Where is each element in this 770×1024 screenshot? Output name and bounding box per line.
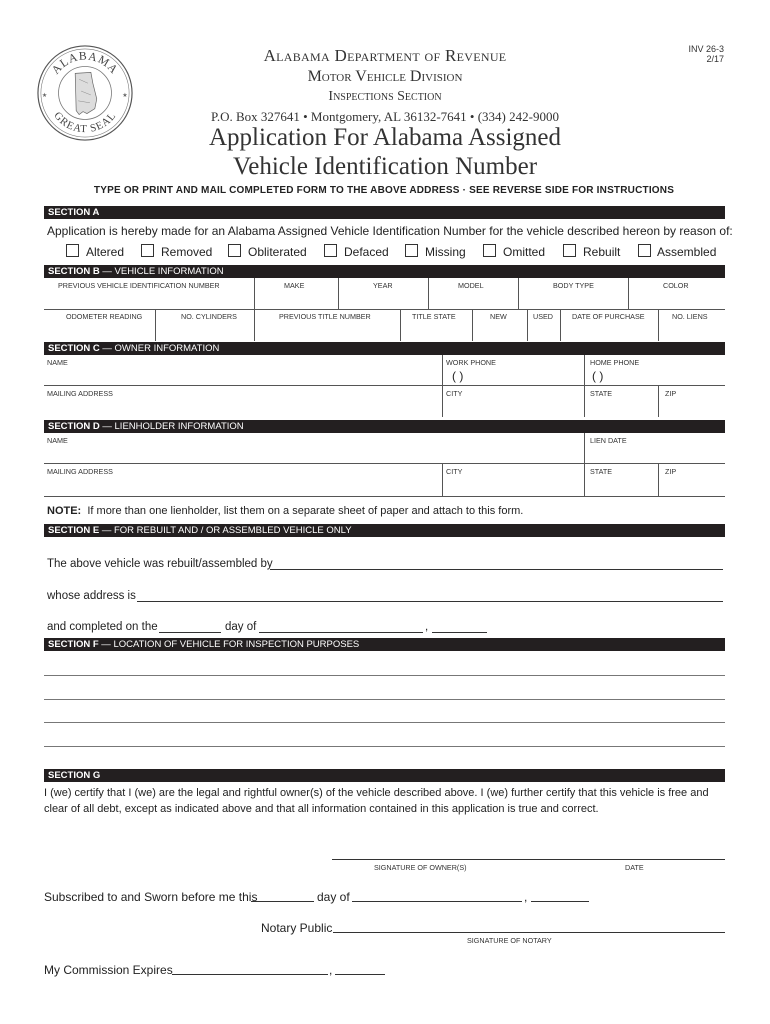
cell-divider [658,385,659,417]
completed-day-of-label: day of [225,621,257,633]
owner-home-phone-field[interactable]: HOME PHONE [590,358,640,367]
builder-address-field[interactable] [137,601,723,602]
signature-date-label: DATE [625,863,644,872]
odometer-field[interactable]: ODOMETER READING [66,312,143,321]
section-e-header: SECTION E — FOR REBUILT AND / OR ASSEMBLED VEHICLE ONLY [44,524,725,537]
lienholder-state-field[interactable]: STATE [590,467,613,476]
model-field[interactable]: MODEL [458,281,484,290]
cell-divider [658,463,659,496]
owner-name-field[interactable]: NAME [47,358,68,367]
cell-divider [442,463,443,496]
checkbox-omitted[interactable] [483,244,496,257]
sworn-day-field[interactable] [251,901,314,902]
notary-public-label: Notary Public [261,921,333,935]
rebuilt-by-label: The above vehicle was rebuilt/assembled by [47,558,273,570]
builder-address-label: whose address is [47,590,136,602]
cell-divider [254,278,255,309]
cell-divider [428,278,429,309]
cell-divider [472,309,473,341]
cell-divider [518,278,519,309]
owner-zip-field[interactable]: ZIP [665,389,677,398]
form-revision-date: 2/17 [706,54,724,64]
previous-title-number-field[interactable]: PREVIOUS TITLE NUMBER [279,312,371,321]
date-of-purchase-field[interactable]: DATE OF PURCHASE [572,312,645,321]
section-b-subtitle: VEHICLE INFORMATION [114,266,224,277]
checkbox-altered[interactable] [66,244,79,257]
checkbox-assembled[interactable] [638,244,651,257]
section-b-header: SECTION B — VEHICLE INFORMATION [44,265,725,278]
completed-comma: , [425,621,429,633]
vehicle-location-line-1[interactable] [44,675,725,676]
seal-text-top: ALABAMA [49,49,121,77]
reason-checkbox-group [66,244,726,260]
year-field[interactable]: YEAR [373,281,393,290]
label-obliterated: Obliterated [248,245,307,259]
alabama-great-seal [36,44,134,142]
title-state-field[interactable]: TITLE STATE [412,312,456,321]
label-rebuilt: Rebuilt [583,245,621,259]
section-f-header: SECTION F — LOCATION OF VEHICLE FOR INSPECTION PURPOSES [44,638,725,651]
section-f-title: SECTION F [48,639,99,650]
body-type-field[interactable]: BODY TYPE [553,281,594,290]
cell-divider [442,355,443,385]
section-c-title: SECTION C [48,343,100,354]
notary-signature-label: SIGNATURE OF NOTARY [467,936,552,945]
section-f-subtitle: LOCATION OF VEHICLE FOR INSPECTION PURPOSES [113,639,360,650]
home-phone-area-code: ( ) [592,369,604,383]
section-a-header [44,206,725,219]
label-omitted: Omitted [503,245,546,259]
cell-divider [442,385,443,417]
note-text: If more than one lienholder, list them on a separate sheet of paper and attach to this form. [87,505,524,517]
lienholder-zip-field[interactable]: ZIP [665,467,677,476]
label-altered: Altered [86,245,125,259]
cell-divider [338,278,339,309]
section-e-subtitle: FOR REBUILT AND / OR ASSEMBLED VEHICLE ONLY [113,525,352,536]
lienholder-mailing-address-field[interactable]: MAILING ADDRESS [47,467,113,476]
svg-text:★: ★ [122,92,128,99]
section-d-header: SECTION D — LIENHOLDER INFORMATION [44,420,725,433]
vehicle-location-line-2[interactable] [44,699,725,700]
cell-divider [628,278,629,309]
commission-expires-label: My Commission Expires [44,963,173,977]
checkbox-missing[interactable] [405,244,418,257]
owner-state-field[interactable]: STATE [590,389,613,398]
cell-divider [400,309,401,341]
cell-divider [584,433,585,463]
seal-text-bottom: GREAT SEAL [51,109,119,136]
lien-date-field[interactable]: LIEN DATE [590,436,627,445]
section-name: Inspections Section [328,89,442,104]
make-field[interactable]: MAKE [284,281,305,290]
previous-vin-field[interactable]: PREVIOUS VEHICLE IDENTIFICATION NUMBER [58,281,220,290]
form-title-line2: Vehicle Identification Number [232,153,538,180]
owner-city-field[interactable]: CITY [446,389,463,398]
lienholder-name-field[interactable]: NAME [47,436,68,445]
checkbox-defaced[interactable] [324,244,337,257]
label-missing: Missing [425,245,466,259]
cylinders-field[interactable]: NO. CYLINDERS [181,312,237,321]
section-b-title: SECTION B [48,266,100,277]
sworn-day-of-label: day of [317,890,350,904]
completed-month-field[interactable] [259,632,423,633]
work-phone-area-code: ( ) [452,369,464,383]
sworn-comma: , [524,890,528,904]
owner-signature-label: SIGNATURE OF OWNER(S) [374,863,467,872]
notary-signature-field[interactable] [333,932,725,933]
commission-comma: , [329,963,333,977]
section-c-header: SECTION C — OWNER INFORMATION [44,342,725,355]
sworn-month-field[interactable] [352,901,522,902]
commission-expires-date-field[interactable] [172,974,328,975]
row-divider [44,309,725,310]
sworn-before-label: Subscribed to and Sworn before me this [44,890,258,904]
cell-divider [584,385,585,417]
section-e-title: SECTION E [48,525,100,536]
division-name: Motor Vehicle Division [307,68,463,85]
svg-text:GREAT SEAL [51,110,118,136]
row-divider [44,496,725,497]
form-number-code: INV 26-3 [688,44,724,54]
lienholder-city-field[interactable]: CITY [446,467,463,476]
label-assembled: Assembled [657,245,717,259]
form-title-line1: Application For Alabama Assigned [208,124,562,151]
cell-divider [560,309,561,341]
completed-on-label: and completed on the [47,621,158,633]
owner-mailing-address-field[interactable]: MAILING ADDRESS [47,389,113,398]
section-d-subtitle: LIENHOLDER INFORMATION [114,421,244,432]
note-label: NOTE: [47,505,82,517]
svg-text:★: ★ [41,92,48,99]
used-field[interactable]: USED [533,312,553,321]
completed-year-field[interactable] [432,632,487,633]
section-a-title: SECTION A [48,207,100,218]
rebuilt-by-field[interactable] [270,569,723,570]
owner-signature-field[interactable] [332,859,725,860]
label-removed: Removed [161,245,213,259]
lienholder-note [47,505,523,517]
section-d-title: SECTION D [48,421,100,432]
checkbox-removed[interactable] [141,244,154,257]
sworn-year-field[interactable] [531,901,589,902]
cell-divider [584,463,585,496]
owner-certification-statement: I (we) certify that I (we) are the legal and rightful owner(s) of the vehicle described above. I (we) further certify that this vehicle is free and clear of all debt, except as indicated above and that all information contained in this application is true and correct. [44,787,709,815]
cell-divider [658,309,659,341]
label-defaced: Defaced [344,245,389,259]
owner-work-phone-field[interactable]: WORK PHONE [446,358,496,367]
mailing-instructions: TYPE OR PRINT AND MAIL COMPLETED FORM TO THE ABOVE ADDRESS · SEE REVERSE SIDE FOR INSTRUCTIONS [93,185,675,196]
completed-day-field[interactable] [159,632,221,633]
new-field[interactable]: NEW [490,312,507,321]
checkbox-obliterated[interactable] [228,244,241,257]
section-g-title: SECTION G [48,770,101,781]
row-divider [44,385,725,386]
cell-divider [254,309,255,341]
row-divider [44,463,725,464]
department-name: Alabama Department of Revenue [263,46,507,65]
commission-expires-year-field[interactable] [335,974,385,975]
cell-divider [584,355,585,385]
color-field[interactable]: COLOR [663,281,689,290]
form-number [660,44,724,64]
cell-divider [155,309,156,341]
number-of-liens-field[interactable]: NO. LIENS [672,312,708,321]
mailing-address: P.O. Box 327641 • Montgomery, AL 36132-7641 • (334) 242-9000 [211,109,559,124]
section-c-subtitle: OWNER INFORMATION [114,343,220,354]
vehicle-location-line-3[interactable] [44,722,725,723]
checkbox-rebuilt[interactable] [563,244,576,257]
cell-divider [527,309,528,341]
section-a-statement: Application is hereby made for an Alabama Assigned Vehicle Identification Number for the vehicle described hereon by reason of: [47,224,733,238]
section-g-header [44,769,725,782]
vehicle-location-line-4[interactable] [44,746,725,747]
